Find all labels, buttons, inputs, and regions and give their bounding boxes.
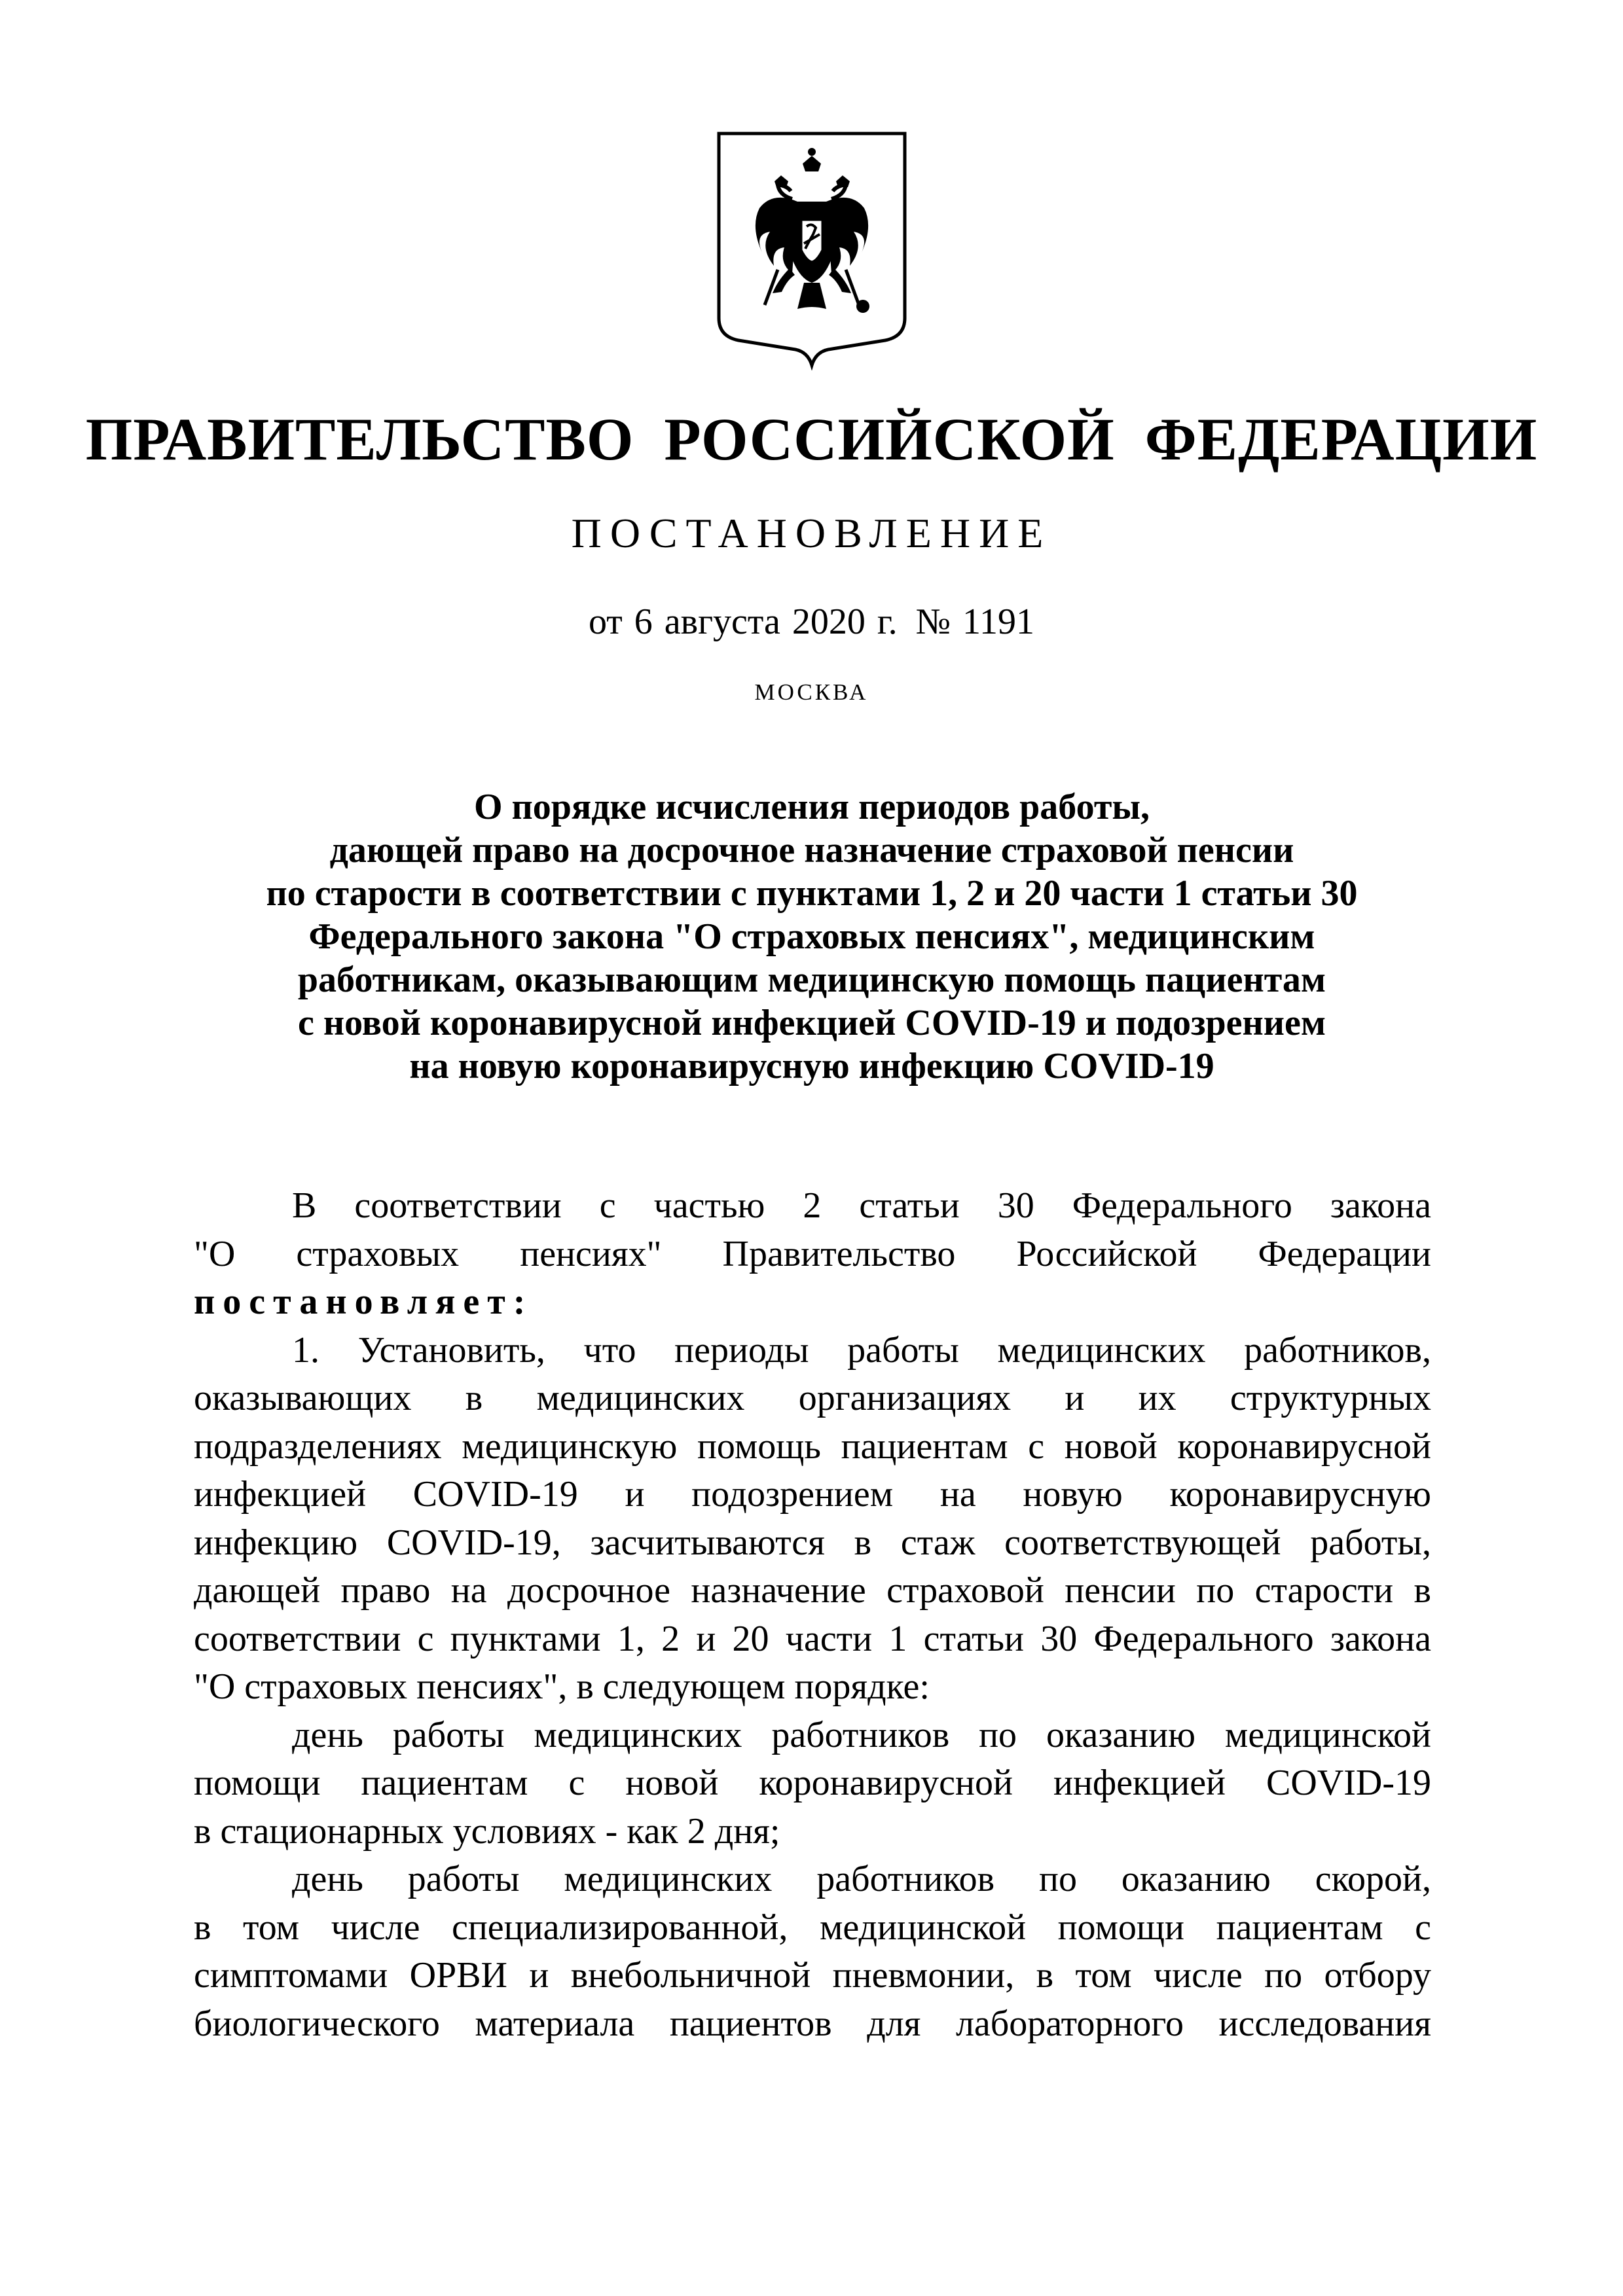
item-1-line: инфекцией COVID-19 и подозрением на новую коронавирусную xyxy=(194,1474,1431,1515)
document-date: от 6 августа 2020 г. xyxy=(589,601,898,642)
subject-line: О порядке исчисления периодов работы, xyxy=(473,787,1150,827)
body-text xyxy=(194,1182,1431,2048)
item-1-line: подразделениях медицинскую помощь пациентам с новой коронавирусной xyxy=(194,1426,1431,1467)
subject-line: работникам, оказывающим медицинскую помощь пациентам xyxy=(297,960,1326,1000)
document-subject xyxy=(196,785,1427,1088)
paragraph-2-line: день работы медицинских работников по оказанию медицинской xyxy=(292,1714,1431,1755)
preamble-line: "О страховых пенсиях" Правительство Российской Федерации xyxy=(194,1233,1431,1274)
coat-of-arms-emblem xyxy=(714,128,910,370)
document-number: 1191 xyxy=(962,601,1034,642)
item-1-line: соответствии с пунктами 1, 2 и 20 части 1 статьи 30 Федерального закона xyxy=(194,1618,1431,1659)
item-1-line: оказывающих в медицинских организациях и их структурных xyxy=(194,1378,1431,1418)
paragraph-2-line: помощи пациентам с новой коронавирусной инфекцией COVID-19 xyxy=(194,1763,1431,1803)
item-1-line: дающей право на досрочное назначение страховой пенсии по старости в xyxy=(194,1570,1431,1611)
decree-word: постановляет: xyxy=(194,1282,534,1322)
item-1-line: инфекцию COVID-19, засчитываются в стаж соответствующей работы, xyxy=(194,1522,1431,1563)
item-1-line: "О страховых пенсиях", в следующем порядке: xyxy=(194,1666,930,1707)
subject-line: по старости в соответствии с пунктами 1, 2 и 20 части 1 статьи 30 xyxy=(266,873,1358,914)
government-title: ПРАВИТЕЛЬСТВО РОССИЙСКОЙ ФЕДЕРАЦИИ xyxy=(85,406,1538,473)
paragraph-3-line: в том числе специализированной, медицинской помощи пациентам с xyxy=(194,1907,1431,1948)
city: МОСКВА xyxy=(754,679,869,705)
subject-line: на новую коронавирусную инфекцию COVID-19 xyxy=(409,1046,1214,1086)
paragraph-3-line: биологического материала пациентов для лабораторного исследования xyxy=(194,2003,1431,2044)
subject-line: дающей право на досрочное назначение страховой пенсии xyxy=(329,830,1294,870)
paragraph-2-line: в стационарных условиях - как 2 дня; xyxy=(194,1810,780,1852)
preamble-line: В соответствии с частью 2 статьи 30 Федерального закона xyxy=(292,1185,1431,1226)
document-type: ПОСТАНОВЛЕНИЕ xyxy=(571,510,1052,556)
subject-line: Федерального закона "О страховых пенсиях", медицинским xyxy=(308,916,1315,957)
subject-line: с новой коронавирусной инфекцией COVID-19 и подозрением xyxy=(297,1003,1326,1043)
paragraph-3-line: день работы медицинских работников по оказанию скорой, xyxy=(292,1859,1431,1899)
number-sign: № xyxy=(915,601,951,642)
item-1-line: 1. Установить, что периоды работы медицинских работников, xyxy=(292,1329,1431,1371)
date-number-line xyxy=(0,601,1623,643)
paragraph-3-line: симптомами ОРВИ и внебольничной пневмонии, в том числе по отбору xyxy=(194,1955,1431,1996)
